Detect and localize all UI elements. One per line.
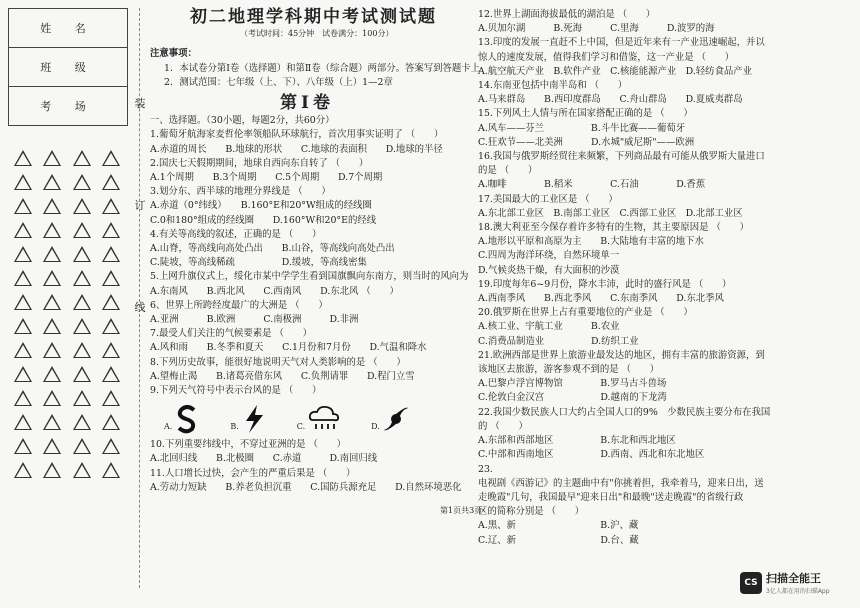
triangle-mark — [14, 342, 32, 358]
question-15-options-ab: A.风车——芬兰 B.斗牛比赛——葡萄牙 — [478, 122, 686, 134]
binding-char: 装 — [134, 97, 146, 110]
question-21-cont: 该地区去旅游，游客参观不到的是 （ ） — [478, 364, 660, 376]
question-23-line3: 区的简称分别是 （ ） — [478, 506, 585, 518]
class-label: 班 级 — [9, 48, 127, 87]
question-23: 23. — [478, 463, 493, 475]
question-20-options-cd: C.消费品制造业 D.纺织工业 — [478, 335, 639, 347]
question-19-options: A.西南季风 B.西北季风 C.东南季风 D.东北季风 — [478, 293, 724, 305]
question-11: 11.人口增长过快，会产生的严重后果是 （ ） — [150, 467, 356, 479]
question-13-options: A.航空航天产业 B.软件产业 C.核能能源产业 D.轻纺食品产业 — [478, 65, 752, 77]
notice-2: 2．测试范围：七年级（上、下）、八年级（上）1—2章 — [164, 76, 393, 88]
question-9: 9.下列天气符号中表示台风的是 （ ） — [150, 385, 322, 397]
question-18: 18.澳大利亚至今保存着许多特有的生物，其主要原因是 （ ） — [478, 222, 750, 234]
triangle-mark — [73, 342, 91, 358]
triangle-mark — [14, 270, 32, 286]
question-16-cont: 的是 （ ） — [478, 165, 538, 177]
question-4-options-ab: A.山脊，等高线向高处凸出 B.山谷，等高线向高处凸出 — [150, 243, 395, 255]
question-17: 17.美国最大的工业区是 （ ） — [478, 193, 618, 205]
triangle-mark — [73, 318, 91, 334]
student-info-box — [8, 8, 128, 126]
question-21-options-cd: C.伦敦白金汉宫 D.越南的下龙湾 — [478, 392, 667, 404]
triangle-mark — [14, 198, 32, 214]
triangle-mark — [102, 414, 120, 430]
triangle-mark — [73, 150, 91, 166]
triangle-mark — [73, 222, 91, 238]
question-6-options: A.亚洲 B.欧洲 C.南极洲 D.非洲 — [150, 314, 359, 326]
question-23-options-cd: C.辽、新 D.台、藏 — [478, 534, 639, 546]
lightning-icon — [241, 404, 267, 434]
seat-triangle-grid — [8, 150, 126, 478]
triangle-mark — [43, 222, 61, 238]
section-heading: 一、选择题。（30小题，每题2分，共60分） — [150, 115, 335, 127]
triangle-mark — [73, 390, 91, 406]
question-14: 14.东南亚包括中南半岛和 （ ） — [478, 80, 628, 92]
triangle-mark — [73, 246, 91, 262]
triangle-mark — [43, 174, 61, 190]
scanner-watermark — [740, 570, 830, 595]
triangle-mark — [73, 438, 91, 454]
weather-option-c: C. — [297, 404, 341, 434]
question-1-options: A.赤道的周长 B.地球的形状 C.地球的表面积 D.地球的半径 — [150, 143, 443, 155]
question-12-options: A.贝加尔湖 B.死海 C.里海 D.波罗的海 — [478, 23, 715, 35]
question-23-options-ab: A.黑、新 B.沪、藏 — [478, 520, 639, 532]
triangle-mark — [43, 438, 61, 454]
weather-symbols — [164, 404, 468, 434]
triangle-mark — [102, 390, 120, 406]
question-22-options-ab: A.东部和西部地区 B.东北和西北地区 — [478, 435, 676, 447]
question-6: 6、世界上所跨经度最广的大洲是 （ ） — [150, 299, 328, 311]
triangle-mark — [14, 414, 32, 430]
question-23-line2: 走晚霞"几句，我国最早"迎来日出"和最晚"送走晚霞"的省级行政 — [478, 491, 744, 503]
triangle-mark — [43, 294, 61, 310]
triangle-mark — [73, 366, 91, 382]
room-label: 考 场 — [40, 100, 96, 113]
question-1: 1.葡萄牙航海家麦哲伦率领船队环球航行，首次用事实证明了 （ ） — [150, 129, 444, 141]
triangle-mark — [102, 294, 120, 310]
question-4: 4.有关等高线的叙述，正确的是 （ ） — [150, 228, 322, 240]
question-20: 20.俄罗斯在世界上占有重要地位的产业是 （ ） — [478, 307, 693, 319]
question-3-options-cd: C.0和180°组成的经线圈 D.160°W和20°E的经线 — [150, 214, 377, 226]
triangle-mark — [102, 270, 120, 286]
triangle-mark — [102, 150, 120, 166]
name-label: 姓 名 — [9, 9, 127, 48]
question-3: 3.划分东、西半球的地理分界线是 （ ） — [150, 186, 331, 198]
weather-option-a: A. — [164, 404, 200, 434]
rain-cloud-icon — [307, 404, 341, 434]
triangle-mark — [43, 462, 61, 478]
triangle-mark — [73, 414, 91, 430]
triangle-mark — [14, 150, 32, 166]
question-12: 12.世界上湖面海拔最低的湖泊是 （ ） — [478, 9, 656, 20]
triangle-mark — [43, 366, 61, 382]
question-22-options-cd: C.中部和西南地区 D.西南、西北和东北地区 — [478, 449, 705, 461]
triangle-mark — [14, 366, 32, 382]
triangle-mark — [102, 198, 120, 214]
question-8-options: A.望梅止渴 B.诸葛亮借东风 C.负荆请罪 D.程门立雪 — [150, 370, 415, 382]
question-18-option-d: D.气候炎热干燥，有大面积的沙漠 — [478, 264, 620, 276]
question-20-options-ab: A.核工业、宇航工业 B.农业 — [478, 321, 620, 333]
question-22: 22.我国少数民族人口大约占全国人口的9% 少数民族主要分布在我国 — [478, 406, 771, 418]
question-10: 10.下列重要纬线中，不穿过亚洲的是 （ ） — [150, 439, 347, 451]
question-2-options: A.1个周期 B.3个周期 C.5个周期 D.7个周期 — [150, 172, 383, 184]
question-21: 21.欧洲西部是世界上旅游业最发达的地区，拥有丰富的旅游资源，到 — [478, 349, 765, 361]
triangle-mark — [102, 366, 120, 382]
question-5-options: A.东南风 B.西北风 C.西南风 D.东北风 （ ） — [150, 285, 399, 297]
question-18-option-c: C.四周为海洋环绕，自然环境单一 — [478, 250, 620, 262]
triangle-mark — [43, 318, 61, 334]
typhoon-icon — [382, 404, 410, 434]
question-4-options-cd: C.陡坡，等高线稀疏 D.缓坡，等高线密集 — [150, 257, 367, 269]
question-13: 13.印度的发展一直赶不上中国，但是近年来有一产业迅速崛起，并以 — [478, 37, 765, 49]
question-2: 2.国庆七天假期期间，地球自西向东自转了 （ ） — [150, 157, 369, 169]
exam-title: 初二地理学科期中考试测试题 — [190, 7, 437, 27]
question-11-options: A.劳动力短缺 B.养老负担沉重 C.国防兵源充足 D.自然环境恶化 — [150, 481, 462, 493]
binding-labels — [133, 95, 147, 315]
exam-subtitle: （考试时间：45分钟 试卷满分：100分） — [240, 29, 394, 39]
question-22-cont: 的 （ ） — [478, 420, 528, 432]
triangle-mark — [14, 462, 32, 478]
right-column — [478, 8, 776, 548]
triangle-mark — [14, 318, 32, 334]
triangle-mark — [73, 198, 91, 214]
triangle-mark — [14, 438, 32, 454]
binding-char: 线 — [134, 301, 146, 314]
volume-title: 第Ⅰ卷 — [280, 93, 334, 114]
weather-option-b: B. — [230, 404, 266, 434]
logo-tagline: 3亿人都在用的扫描App — [766, 588, 830, 595]
triangle-mark — [102, 174, 120, 190]
notice-head: 注意事项： — [150, 48, 197, 60]
weather-option-d: D. — [371, 404, 410, 434]
question-14-options: A.马来群岛 B.西印度群岛 C.舟山群岛 D.夏威夷群岛 — [478, 94, 743, 106]
question-7: 7.最受人们关注的气候要素是 （ ） — [150, 328, 312, 340]
question-19: 19.印度每年6~9月份，降水丰沛，此时的盛行风是 （ ） — [478, 278, 732, 290]
question-5: 5.上网升旗仪式上，绥化市某中学学生看到国旗飘向东南方，则当时的风向为 — [150, 271, 469, 283]
triangle-mark — [14, 174, 32, 190]
triangle-mark — [73, 294, 91, 310]
question-21-options-ab: A.巴黎卢浮宫博物馆 B.罗马古斗兽场 — [478, 378, 667, 390]
question-18-options-ab: A.地形以平原和高原为主 B.大陆地有丰富的地下水 — [478, 236, 704, 248]
triangle-mark — [102, 342, 120, 358]
triangle-mark — [14, 294, 32, 310]
triangle-mark — [43, 270, 61, 286]
question-7-options: A.风和雨 B.冬季和夏天 C.1月份和7月份 D.气温和降水 — [150, 342, 427, 354]
question-8: 8.下列历史故事，能很好地说明天气对人类影响的是 （ ） — [150, 356, 406, 368]
triangle-mark — [102, 222, 120, 238]
triangle-mark — [14, 222, 32, 238]
triangle-mark — [14, 390, 32, 406]
triangle-mark — [73, 270, 91, 286]
notice-1: 1．本试卷分第Ⅰ卷（选择题）和第Ⅱ卷（综合题）两部分。答案写到答题卡上 — [164, 62, 481, 74]
question-13-cont: 惊人的速度发展，值得我们学习和借鉴，这一产业是 （ ） — [478, 51, 735, 63]
triangle-mark — [102, 318, 120, 334]
triangle-mark — [102, 246, 120, 262]
question-3-options-ab: A.赤道（0°纬线） B.160°E和20°W组成的经线圈 — [150, 200, 372, 212]
triangle-mark — [73, 462, 91, 478]
triangle-mark — [14, 246, 32, 262]
triangle-mark — [43, 150, 61, 166]
fog-s-symbol-icon — [174, 404, 200, 434]
triangle-mark — [43, 414, 61, 430]
triangle-mark — [102, 438, 120, 454]
question-23-line1: 电视剧《西游记》的主题曲中有"你挑着担，我牵着马，迎来日出，送 — [478, 477, 764, 489]
binding-char: 订 — [134, 199, 146, 212]
camscanner-logo-icon: CS — [740, 572, 762, 594]
left-column — [150, 7, 481, 495]
triangle-mark — [43, 246, 61, 262]
question-10-options: A.北回归线 B.北极圈 C.赤道 D.南回归线 — [150, 453, 378, 465]
page-footer: 第1页共3页 — [440, 506, 483, 515]
question-15-options-cd: C.狂欢节——北美洲 D.水城"威尼斯"——欧洲 — [478, 136, 695, 148]
triangle-mark — [43, 390, 61, 406]
triangle-mark — [102, 462, 120, 478]
triangle-mark — [73, 174, 91, 190]
triangle-mark — [43, 342, 61, 358]
logo-name: 扫描全能王 — [766, 572, 821, 585]
question-15: 15.下列风土人情与所在国家搭配正确的是 （ ） — [478, 108, 693, 120]
question-17-options: A.东北部工业区 B.南部工业区 C.西部工业区 D.北部工业区 — [478, 207, 743, 219]
question-16-options: A.咖啡 B.稻米 C.石油 D.香蕉 — [478, 179, 706, 191]
question-16: 16.我国与俄罗斯经贸往来频繁，下列商品最有可能从俄罗斯大量进口 — [478, 151, 765, 163]
triangle-mark — [43, 198, 61, 214]
